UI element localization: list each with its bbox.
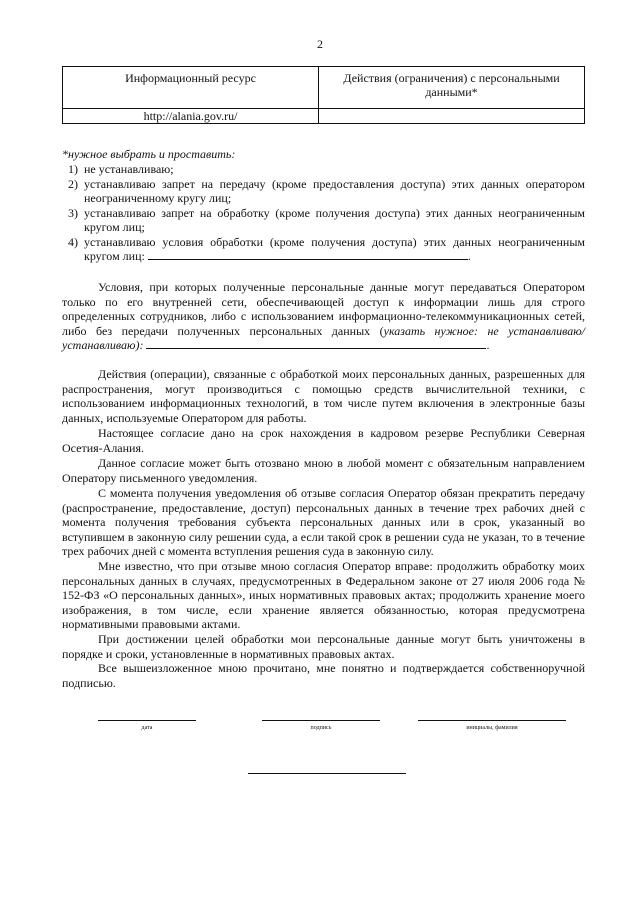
table-header-resource: Информационный ресурс [63, 67, 319, 109]
paragraph-text: Условия, при которых полученные персональные данные могут передаваться Оператором только по его внутренней сети, обеспечивающей доступ к информации лишь для строго определенных сотрудников, либо с использованием информационно-телекоммуникационных сетей, либо без передачи полученных персональных данных ( [62, 280, 585, 338]
options-list [62, 162, 585, 264]
table-header-actions: Действия (ограничения) с персональными данными* [319, 67, 585, 109]
signature-line [262, 720, 380, 721]
option-text: устанавливаю запрет на обработку (кроме получения доступа) этих данных неограниченным кругом лиц; [84, 205, 585, 234]
option-number: 2) [68, 176, 78, 191]
option-text: не устанавливаю; [84, 162, 174, 176]
list-item: 4) устанавливаю условия обработки (кроме получения доступа) этих данных неограниченным кругом лиц: . [68, 234, 585, 263]
list-item [62, 177, 585, 206]
name-line [418, 720, 566, 721]
date-line [98, 720, 196, 721]
table-header-row [63, 67, 585, 109]
paragraph-operations: Действия (операции), связанные с обработкой моих персональных данных, разрешенных для распространения, могут производиться с помощью средств вычислительной техники, с использованием информационных технологий, в том числе путем включения в электронные базы данных, используемые Оператором для работы. [62, 367, 585, 425]
name-label: инициалы, фамилия [466, 725, 518, 731]
signature-field [262, 720, 380, 750]
table-cell-action [319, 109, 585, 124]
bottom-line [248, 773, 406, 774]
page-number: 2 [317, 37, 323, 51]
list-item [62, 162, 585, 177]
table-row [63, 109, 585, 124]
option-text: устанавливаю запрет на передачу (кроме предоставления доступа) этих данных оператором неограниченному кругу лиц; [84, 176, 585, 205]
table-cell-resource: http://alania.gov.ru/ [63, 109, 319, 124]
paragraph-confirmation: Все вышеизложенное мною прочитано, мне понятно и подтверждается собственноручной подписью. [62, 661, 585, 690]
paragraph-destruction: При достижении целей обработки мои персональные данные могут быть уничтожены в порядке и сроки, установленные в нормативных правовых актах. [62, 632, 585, 661]
option-number: 3) [68, 205, 78, 220]
conditions-fill-line [148, 249, 468, 260]
resource-table [62, 66, 585, 124]
name-signature-field [418, 720, 566, 750]
paragraph-revocation: Данное согласие может быть отозвано мною в любой момент с обязательным направлением Оператору письменного уведомления. [62, 456, 585, 485]
paragraph-operator-obligation: С момента получения уведомления об отзыве согласия Оператор обязан прекратить передачу (распространение, предоставление, доступ) персональных данных в течение трех рабочих дней с момента получения требования субъекта персональных данных или в срок, указанный во вступившем в законную силу решении суда, а если такой срок в решении суда не указан, то в течение трех рабочих дней с момента вступления решения суда в законную силу. [62, 486, 585, 559]
selection-note: *нужное выбрать и проставить: [62, 147, 236, 161]
paragraph-italic-text: указать нужное: не устанавливаю/устанавливаю): [62, 323, 585, 353]
signature-label: подпись [310, 725, 332, 731]
paragraph-transfer-conditions: Условия, при которых полученные персональные данные могут передаваться Оператором только по его внутренней сети, обеспечивающей доступ к информации лишь для строго определенных сотрудников, либо с использованием информационно-телекоммуникационных сетей, либо без передачи полученных персональных данных (указать нужное: не устанавливаю/устанавливаю): . [62, 280, 585, 353]
paragraph-operator-rights: Мне известно, что при отзыве мною согласия Оператор вправе: продолжить обработку моих персональных данных в случаях, предусмотренных в Федеральном законе от 27 июля 2006 года № 152-ФЗ «О персональных данных», иных нормативных правовых актах; продолжить хранение моего изображения, в том числе, если хранение является обязанностью, которая предусмотрена нормативными правовыми актами. [62, 559, 585, 632]
paragraph-term: Настоящее согласие дано на срок нахождения в кадровом резерве Республики Северная Осетия-Алания. [62, 426, 585, 455]
option-number: 1) [68, 162, 78, 176]
option-text: устанавливаю условия обработки (кроме получения доступа) этих данных неограниченным кругом лиц: [84, 234, 585, 263]
option-number: 4) [68, 234, 78, 249]
date-label: дата [141, 725, 153, 731]
list-item [62, 206, 585, 235]
transfer-fill-line [146, 338, 486, 349]
date-signature-field [98, 720, 196, 750]
